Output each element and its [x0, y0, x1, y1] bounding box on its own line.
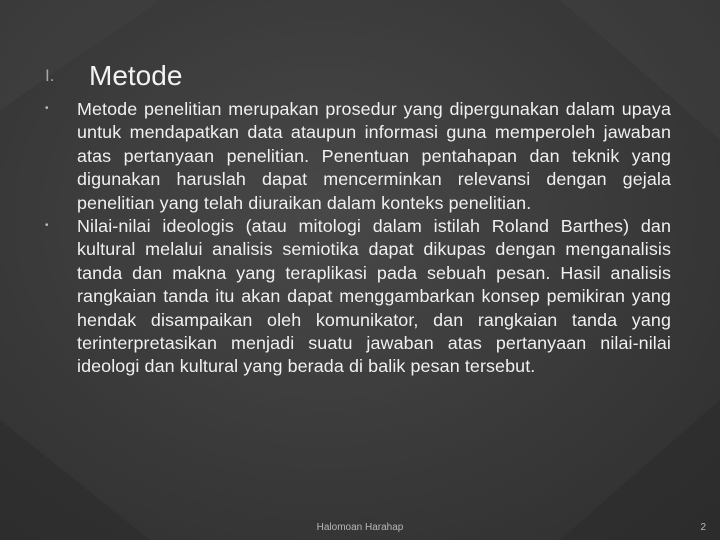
bullet-text: Metode penelitian merupakan prosedur yang dipergunakan dalam upaya untuk mendapatkan data ataupun informasi guna memperoleh jawaban atas pertanyaan penelitian. Penentuan pentahapan dan teknik yang digunakan haruslah dapat mencerminkan relevansi dengan gejala penelitian yang telah diuraikan dalam konteks penelitian. [77, 99, 671, 213]
slide-title: Metode [89, 60, 183, 91]
heading-number: I. [45, 66, 55, 85]
bullet-list [43, 98, 671, 379]
bullet-item [43, 215, 671, 379]
bullet-icon: • [45, 220, 49, 232]
footer-author: Halomoan Harahap [316, 522, 404, 533]
page-number: 2 [700, 522, 706, 533]
bullet-icon: • [45, 103, 49, 114]
bullet-item [43, 98, 671, 215]
bullet-text: Nilai-nilai ideologis (atau mitologi dalam istilah Roland Barthes) dan kultural melalui analisis semiotika dapat dikupas dengan menganalisis tanda dan makna yang teraplikasi pada sebuah pesan. Hasil analisis rangkaian tanda itu akan dapat menggambarkan konsep pemikiran yang hendak disampaikan oleh komunikator, dan rangkaian tanda yang terinterpretasikan menjadi suatu jawaban atas pertanyaan nilai-nilai ideologi dan kultural yang berada di balik pesan tersebut. [77, 216, 671, 377]
